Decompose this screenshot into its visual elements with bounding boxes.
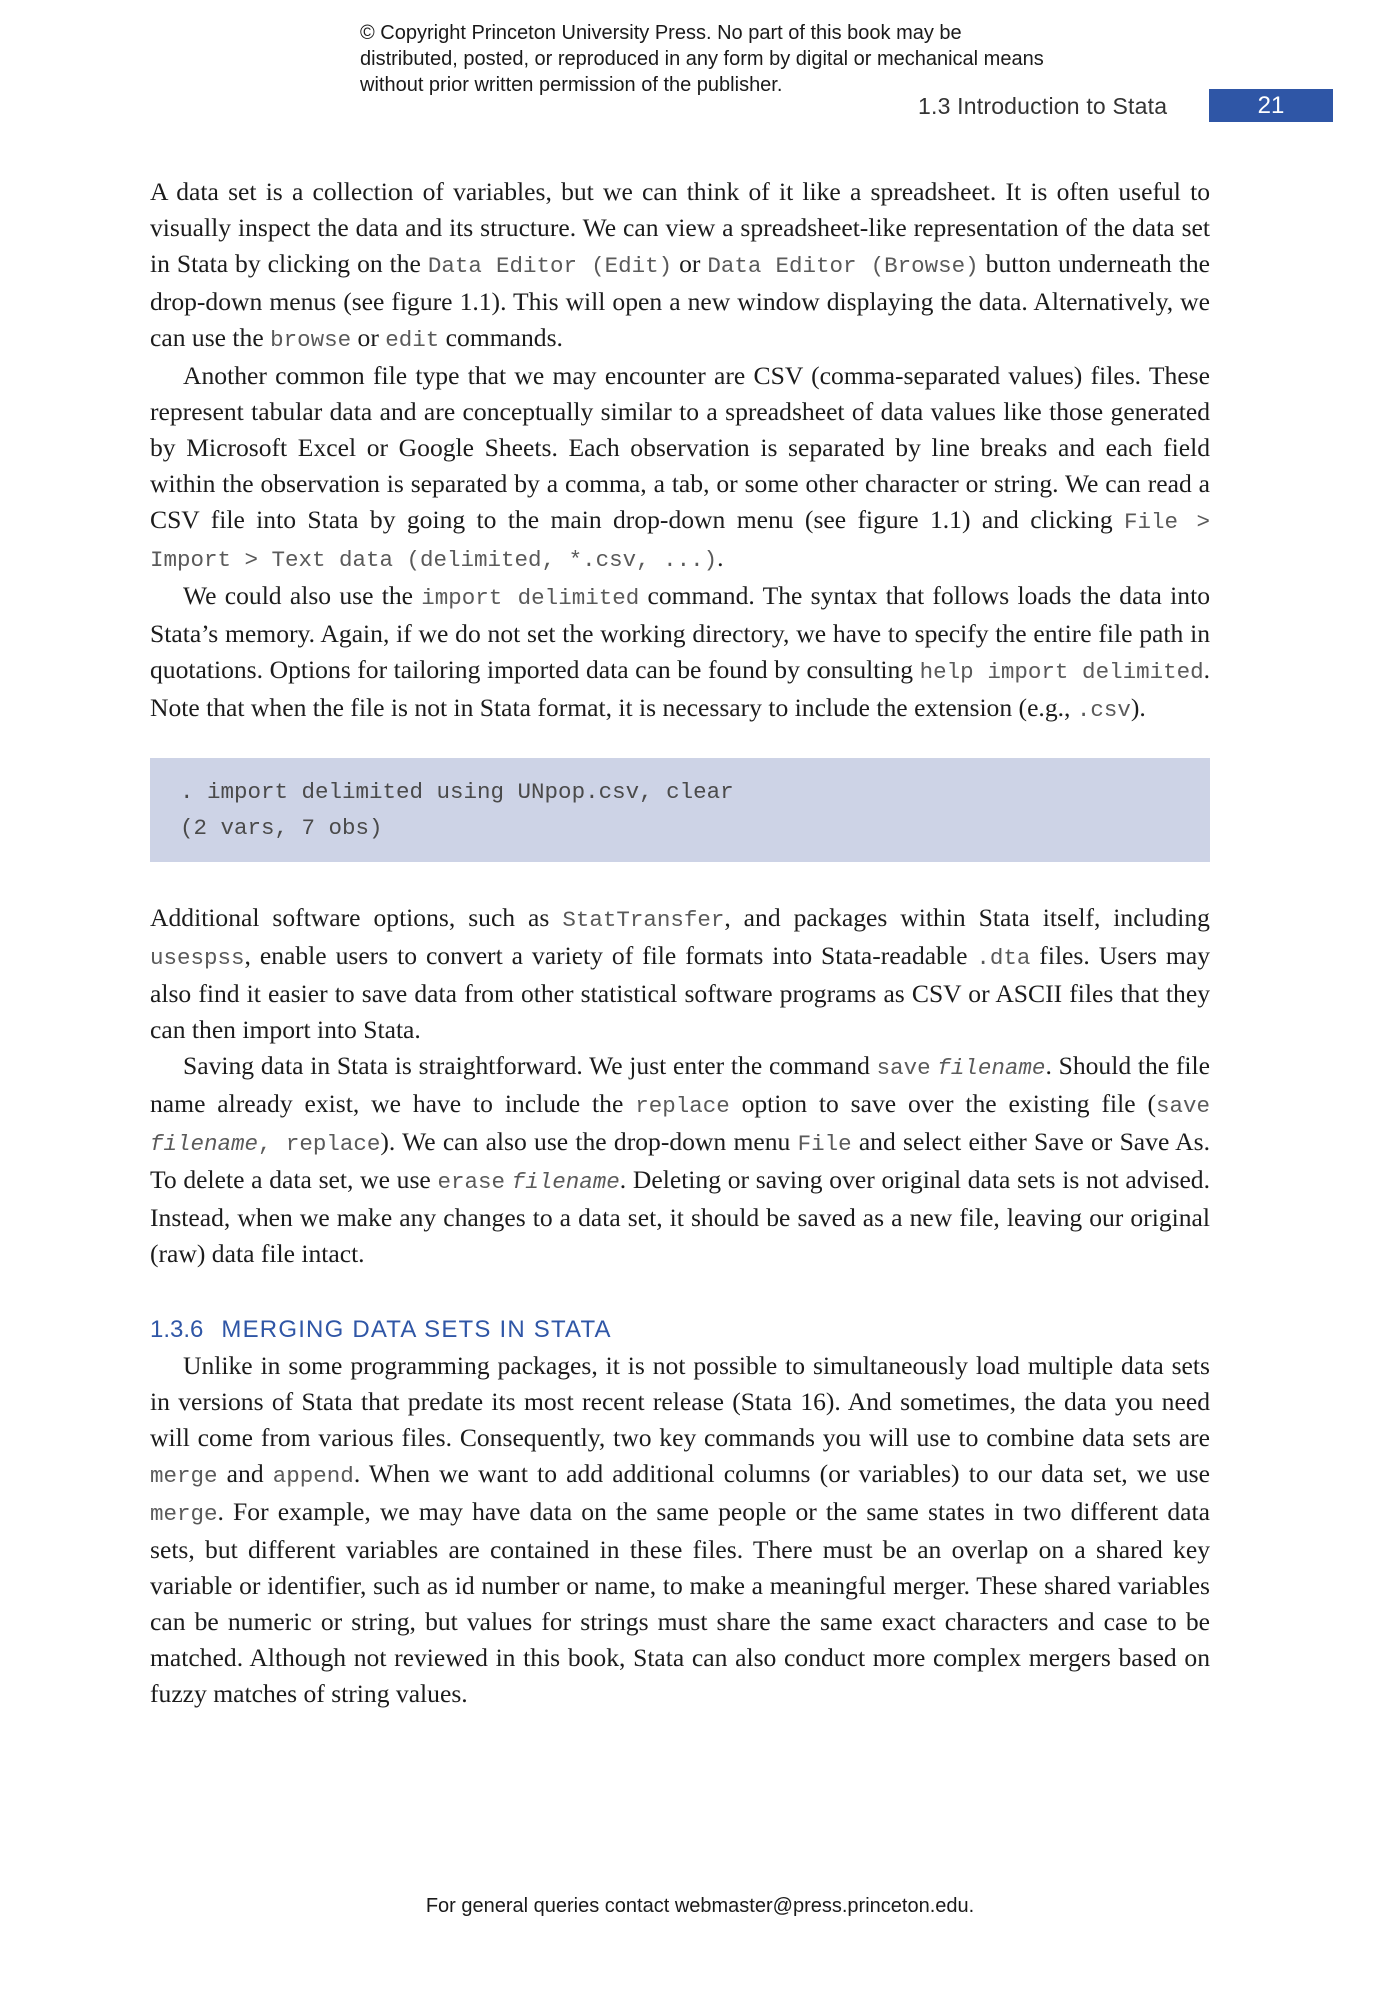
inline-code: merge	[150, 1463, 218, 1489]
inline-code: .csv	[1076, 697, 1131, 723]
text-run: command. The syntax that follows loads the data into Stata’s memory. Again, if we do not set the working directory, we have to specify the entire file path in quotations. Options for tailoring imported data can be found by consulting	[150, 581, 1210, 684]
text-run: . Should the file name already exist, we have to include the	[150, 1051, 1211, 1118]
text-run: . Note that when the file is not in Stata format, it is necessary to include the extension (e.g.,	[150, 655, 1210, 722]
inline-code: help import delimited	[919, 659, 1204, 685]
inline-code: append	[272, 1463, 354, 1489]
section-number: 1.3.6	[150, 1316, 204, 1343]
text-run: and select either Save or Save As. To delete a data set, we use	[150, 1127, 1210, 1194]
text-run: or	[672, 249, 708, 278]
code-block	[150, 758, 1210, 862]
text-run: Saving data in Stata is straightforward. We just enter the command	[183, 1051, 877, 1080]
inline-code: , replace	[258, 1131, 381, 1157]
inline-code-italic: filename	[937, 1055, 1046, 1081]
page-number: 21	[1209, 89, 1333, 122]
text-run: . For example, we may have data on the same people or the same states in two different data sets, but different variables are contained in these files. There must be an overlap on a shared key variable or identifier, such as id number or name, to make a meaningful merger. These shared variables can be numeric or string, but values for strings must share the same exact characters and case to be matched. Although not reviewed in this book, Stata can also conduct more complex mergers based on fuzzy matches of string values.	[150, 1497, 1210, 1708]
inline-code: File	[797, 1131, 852, 1157]
inline-code: import delimited	[421, 585, 640, 611]
text-run: . Deleting or saving over original data sets is not advised. Instead, when we make any changes to a data set, it should be saved as a new file, leaving our original (raw) data file intact.	[150, 1165, 1210, 1268]
inline-code-italic: filename	[150, 1131, 259, 1157]
text-run: , and packages within Stata itself, including	[724, 903, 1210, 932]
section-heading	[150, 1314, 1210, 1346]
text-run: , enable users to convert a variety of file formats into Stata-readable	[244, 941, 977, 970]
inline-code: StatTransfer	[562, 907, 725, 933]
text-run: . When we want to add additional columns (or variables) to our data set, we use	[353, 1459, 1210, 1488]
paragraph-4	[150, 900, 1210, 1048]
inline-code: Data Editor (Browse)	[707, 253, 979, 279]
paragraph-3	[150, 578, 1210, 728]
footer-contact: For general queries contact webmaster@press.princeton.edu.	[425, 1895, 975, 1917]
paragraph-1	[150, 174, 1210, 358]
inline-code: File > Import > Text data (delimited, *.csv, ...)	[150, 509, 1211, 573]
code-line-command: . import delimited using UNpop.csv, clear	[180, 779, 734, 805]
inline-code-italic: filename	[511, 1169, 620, 1195]
text-run: A data set is a collection of variables, but we can think of it like a spreadsheet. It is often useful to visually inspect the data and its structure. We can view a spreadsheet-like representation of the data set in Stata by clicking on the	[150, 177, 1210, 278]
inline-code: merge	[150, 1501, 218, 1527]
inline-code: .dta	[976, 945, 1031, 971]
text-run: ). We can also use the drop-down menu	[380, 1127, 798, 1156]
inline-code: usespss	[150, 945, 245, 971]
code-line-output: (2 vars, 7 obs)	[180, 815, 383, 841]
inline-code: browse	[270, 327, 352, 353]
text-run: commands.	[439, 323, 563, 352]
paragraph-2	[150, 358, 1210, 578]
inline-code: Data Editor (Edit)	[427, 253, 673, 279]
inline-code: save	[876, 1055, 931, 1081]
main-text	[150, 174, 1210, 1712]
inline-code: replace	[635, 1093, 730, 1119]
paragraph-6	[150, 1348, 1210, 1712]
paragraph-5	[150, 1048, 1210, 1272]
section-title: MERGING DATA SETS IN STATA	[221, 1316, 612, 1343]
inline-code: edit	[385, 327, 440, 353]
inline-code: erase	[437, 1169, 506, 1195]
text-run: button underneath the drop-down menus (see figure 1.1). This will open a new window displaying the data. Alternatively, we can use the	[150, 249, 1210, 352]
text-run: We could also use the	[183, 581, 422, 610]
text-run: Additional software options, such as	[150, 903, 563, 932]
inline-code: save	[1155, 1093, 1210, 1119]
text-run: option to save over the existing file (	[729, 1089, 1156, 1118]
copyright-notice: © Copyright Princeton University Press. No part of this book may be distributed, posted, or reproduced in any form by digital or mechanical means without prior written permission of the publisher.	[360, 22, 1044, 96]
text-run: .	[717, 543, 724, 572]
text-run: and	[217, 1459, 273, 1488]
text-run: ).	[1130, 693, 1146, 722]
running-head: 1.3 Introduction to Stata	[918, 93, 1168, 119]
text-run: Unlike in some programming packages, it is not possible to simultaneously load multiple data sets in versions of Stata that predate its most recent release (Stata 16). And sometimes, the data you need will come from various files. Consequently, two key commands you will use to combine data sets are	[150, 1351, 1210, 1452]
text-run: or	[351, 323, 386, 352]
text-run: Another common file type that we may encounter are CSV (comma-separated values) files. These represent tabular data and are conceptually similar to a spreadsheet of data values like those generated by Microsoft Excel or Google Sheets. Each observation is separated by line breaks and each field within the observation is separated by a comma, a tab, or some other character or string. We can read a CSV file into Stata by going to the main drop-down menu (see figure 1.1) and clicking	[150, 361, 1210, 534]
text-run: files. Users may also find it easier to save data from other statistical software programs as CSV or ASCII files that they can then import into Stata.	[150, 941, 1210, 1044]
